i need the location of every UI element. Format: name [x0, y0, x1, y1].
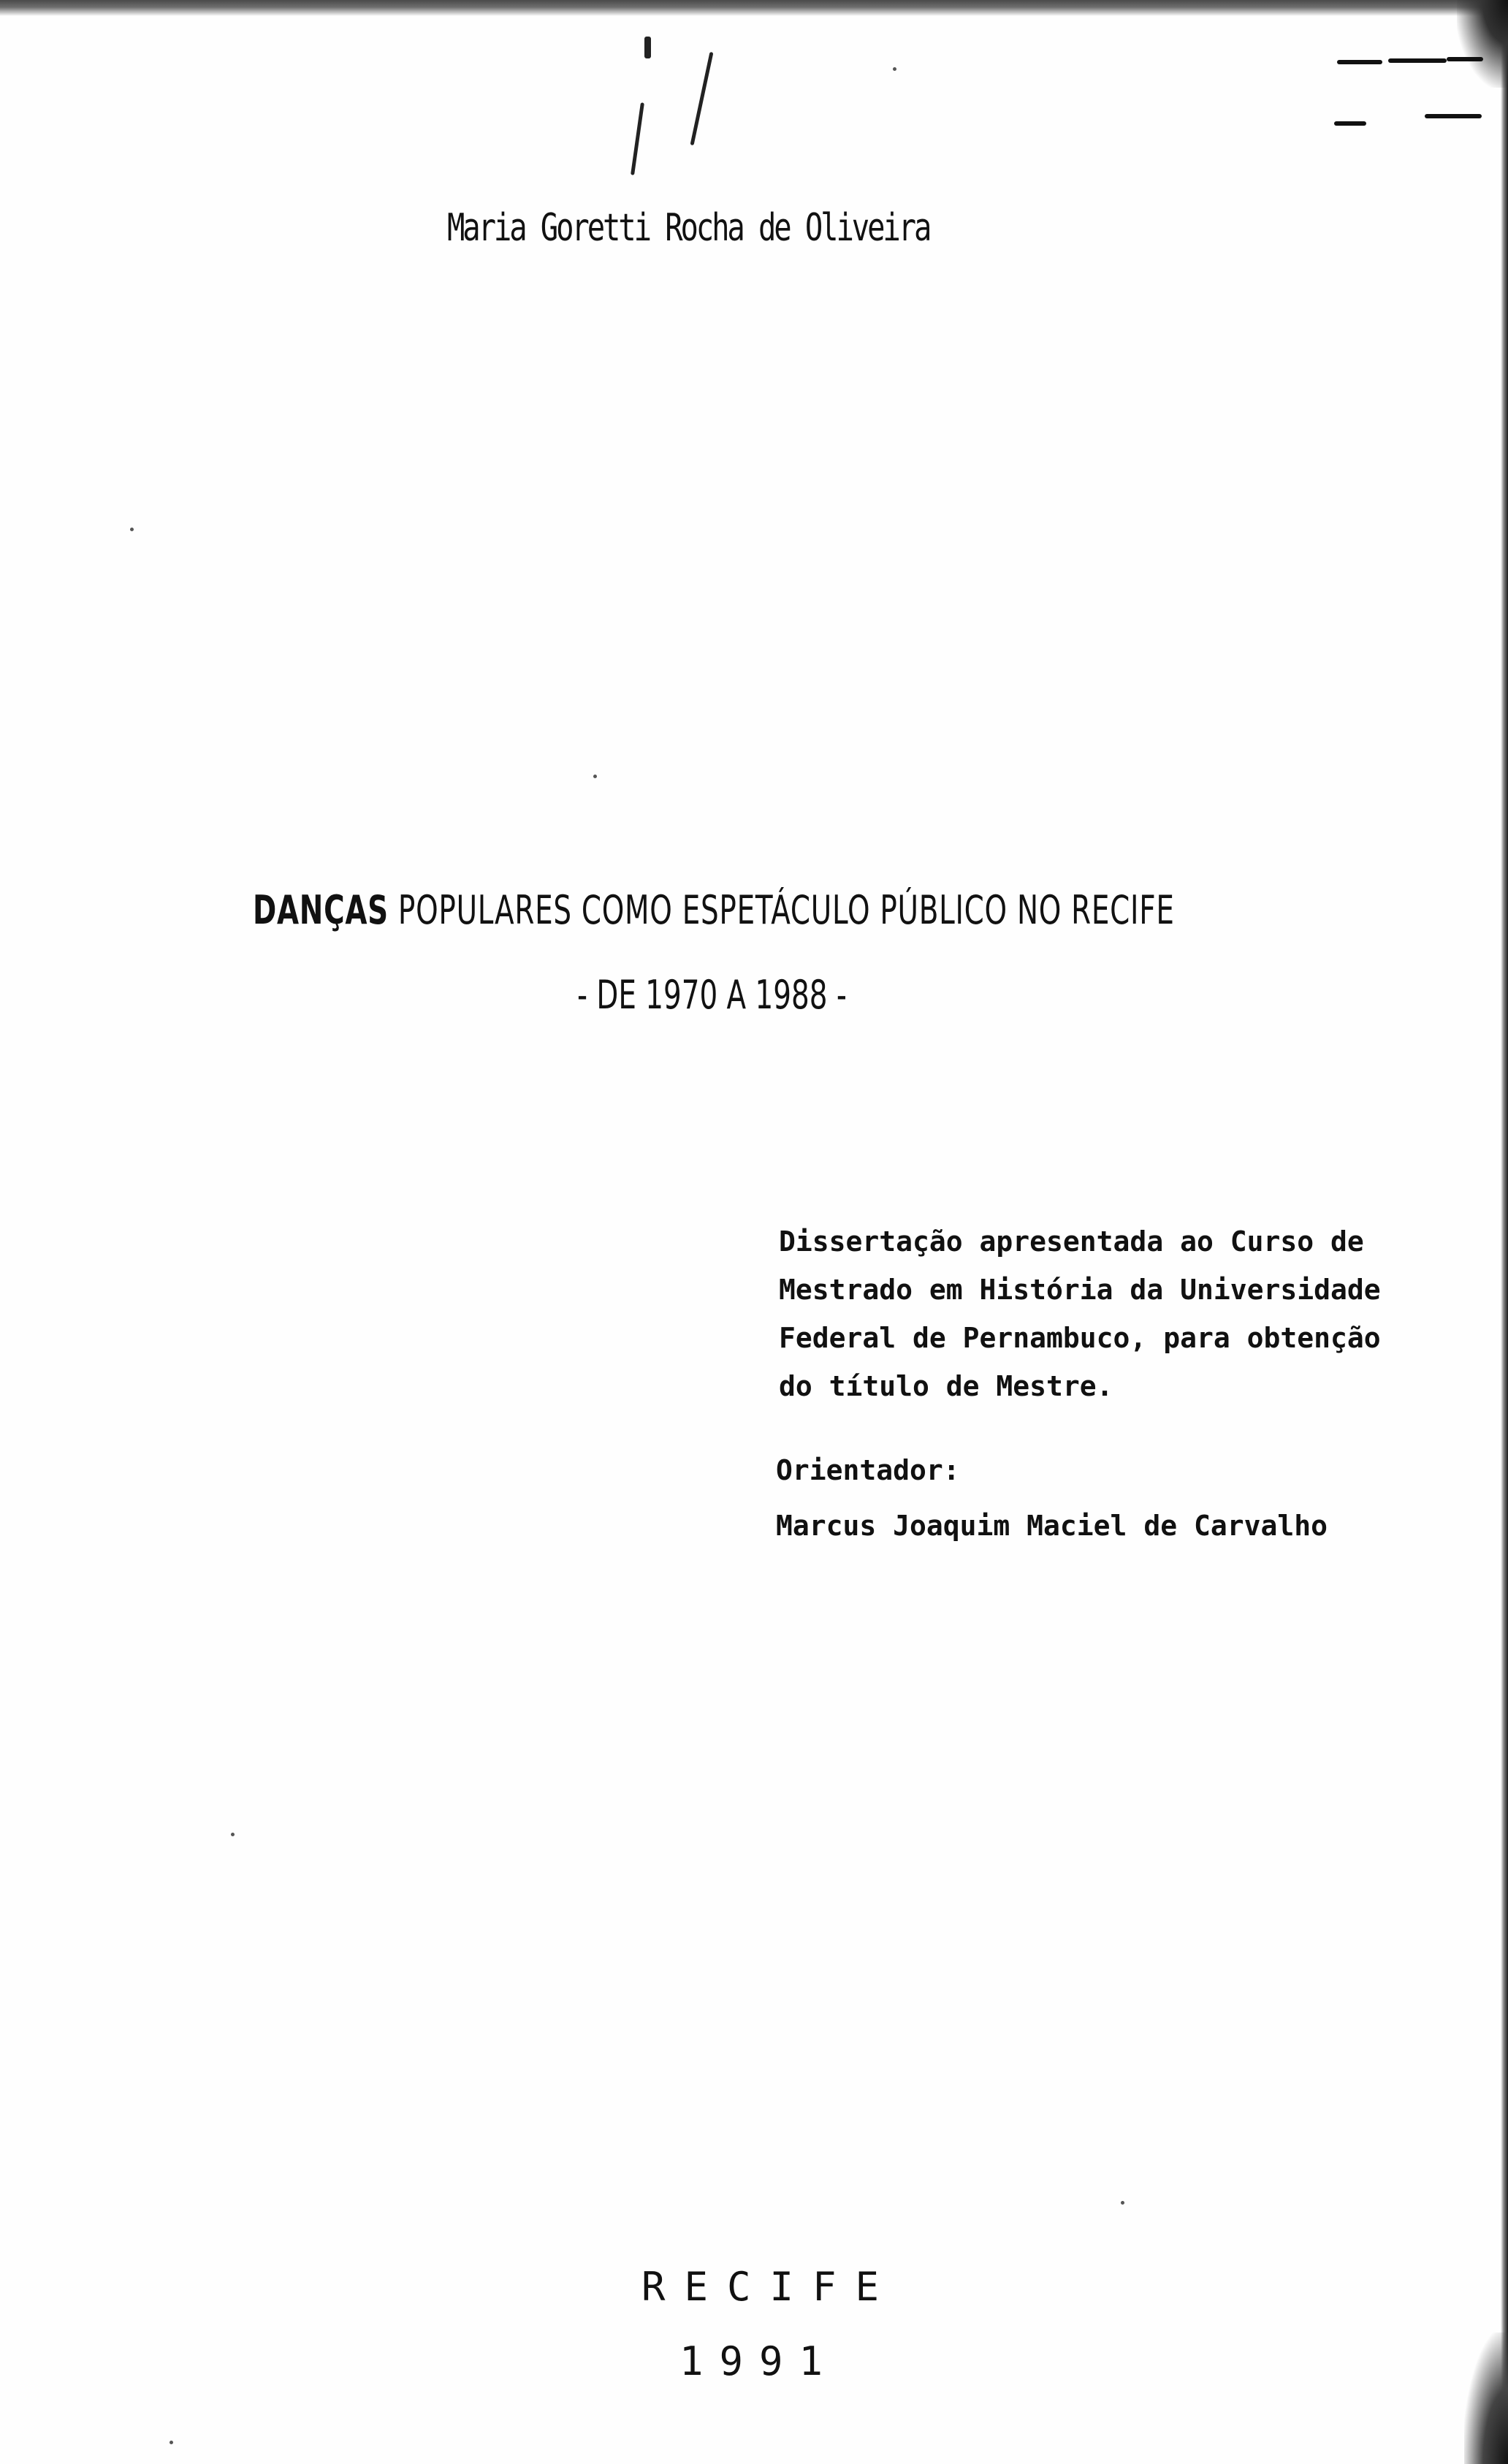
scan-dash-mark [1447, 57, 1483, 61]
scan-right-edge [1501, 0, 1508, 2464]
author-name: Maria Goretti Rocha de Oliveira [447, 206, 930, 250]
pen-stroke-mark [631, 102, 644, 175]
thesis-title [253, 887, 1175, 933]
dissertation-line: Federal de Pernambuco, para obtenção [779, 1322, 1381, 1354]
scan-corner-bottom-right [1464, 2332, 1508, 2464]
scan-corner-top-right [1457, 0, 1508, 88]
scan-speck [170, 2441, 173, 2444]
place-name: RECIFE [641, 2264, 899, 2310]
pen-stroke-mark [690, 52, 714, 145]
scan-speck [893, 67, 896, 71]
advisor-block [776, 1442, 1328, 1554]
title-lead-word: DANÇAS [253, 887, 389, 933]
scan-speck [593, 775, 597, 778]
publication-year: 1991 [679, 2338, 839, 2384]
dissertation-statement [779, 1217, 1407, 1410]
dissertation-line: Mestrado em História da Universidade [779, 1274, 1381, 1306]
advisor-label: Orientador: [776, 1454, 960, 1486]
scan-dash-mark [1425, 114, 1482, 118]
title-rest: POPULARES COMO ESPETÁCULO PÚBLICO NO RECIFE [397, 887, 1175, 933]
scan-speck [130, 528, 134, 531]
pen-stroke-mark [644, 37, 651, 58]
scan-dash-mark [1388, 58, 1447, 63]
dissertation-line: do título de Mestre. [779, 1370, 1113, 1402]
scan-dash-mark [1334, 121, 1366, 126]
scan-speck [231, 1833, 235, 1836]
thesis-subtitle: - DE 1970 A 1988 - [577, 972, 847, 1018]
scan-top-edge [0, 0, 1508, 16]
dissertation-line: Dissertação apresentada ao Curso de [779, 1225, 1364, 1258]
advisor-name: Marcus Joaquim Maciel de Carvalho [776, 1510, 1328, 1542]
scan-speck [1121, 2201, 1124, 2205]
scan-dash-mark [1337, 60, 1382, 64]
